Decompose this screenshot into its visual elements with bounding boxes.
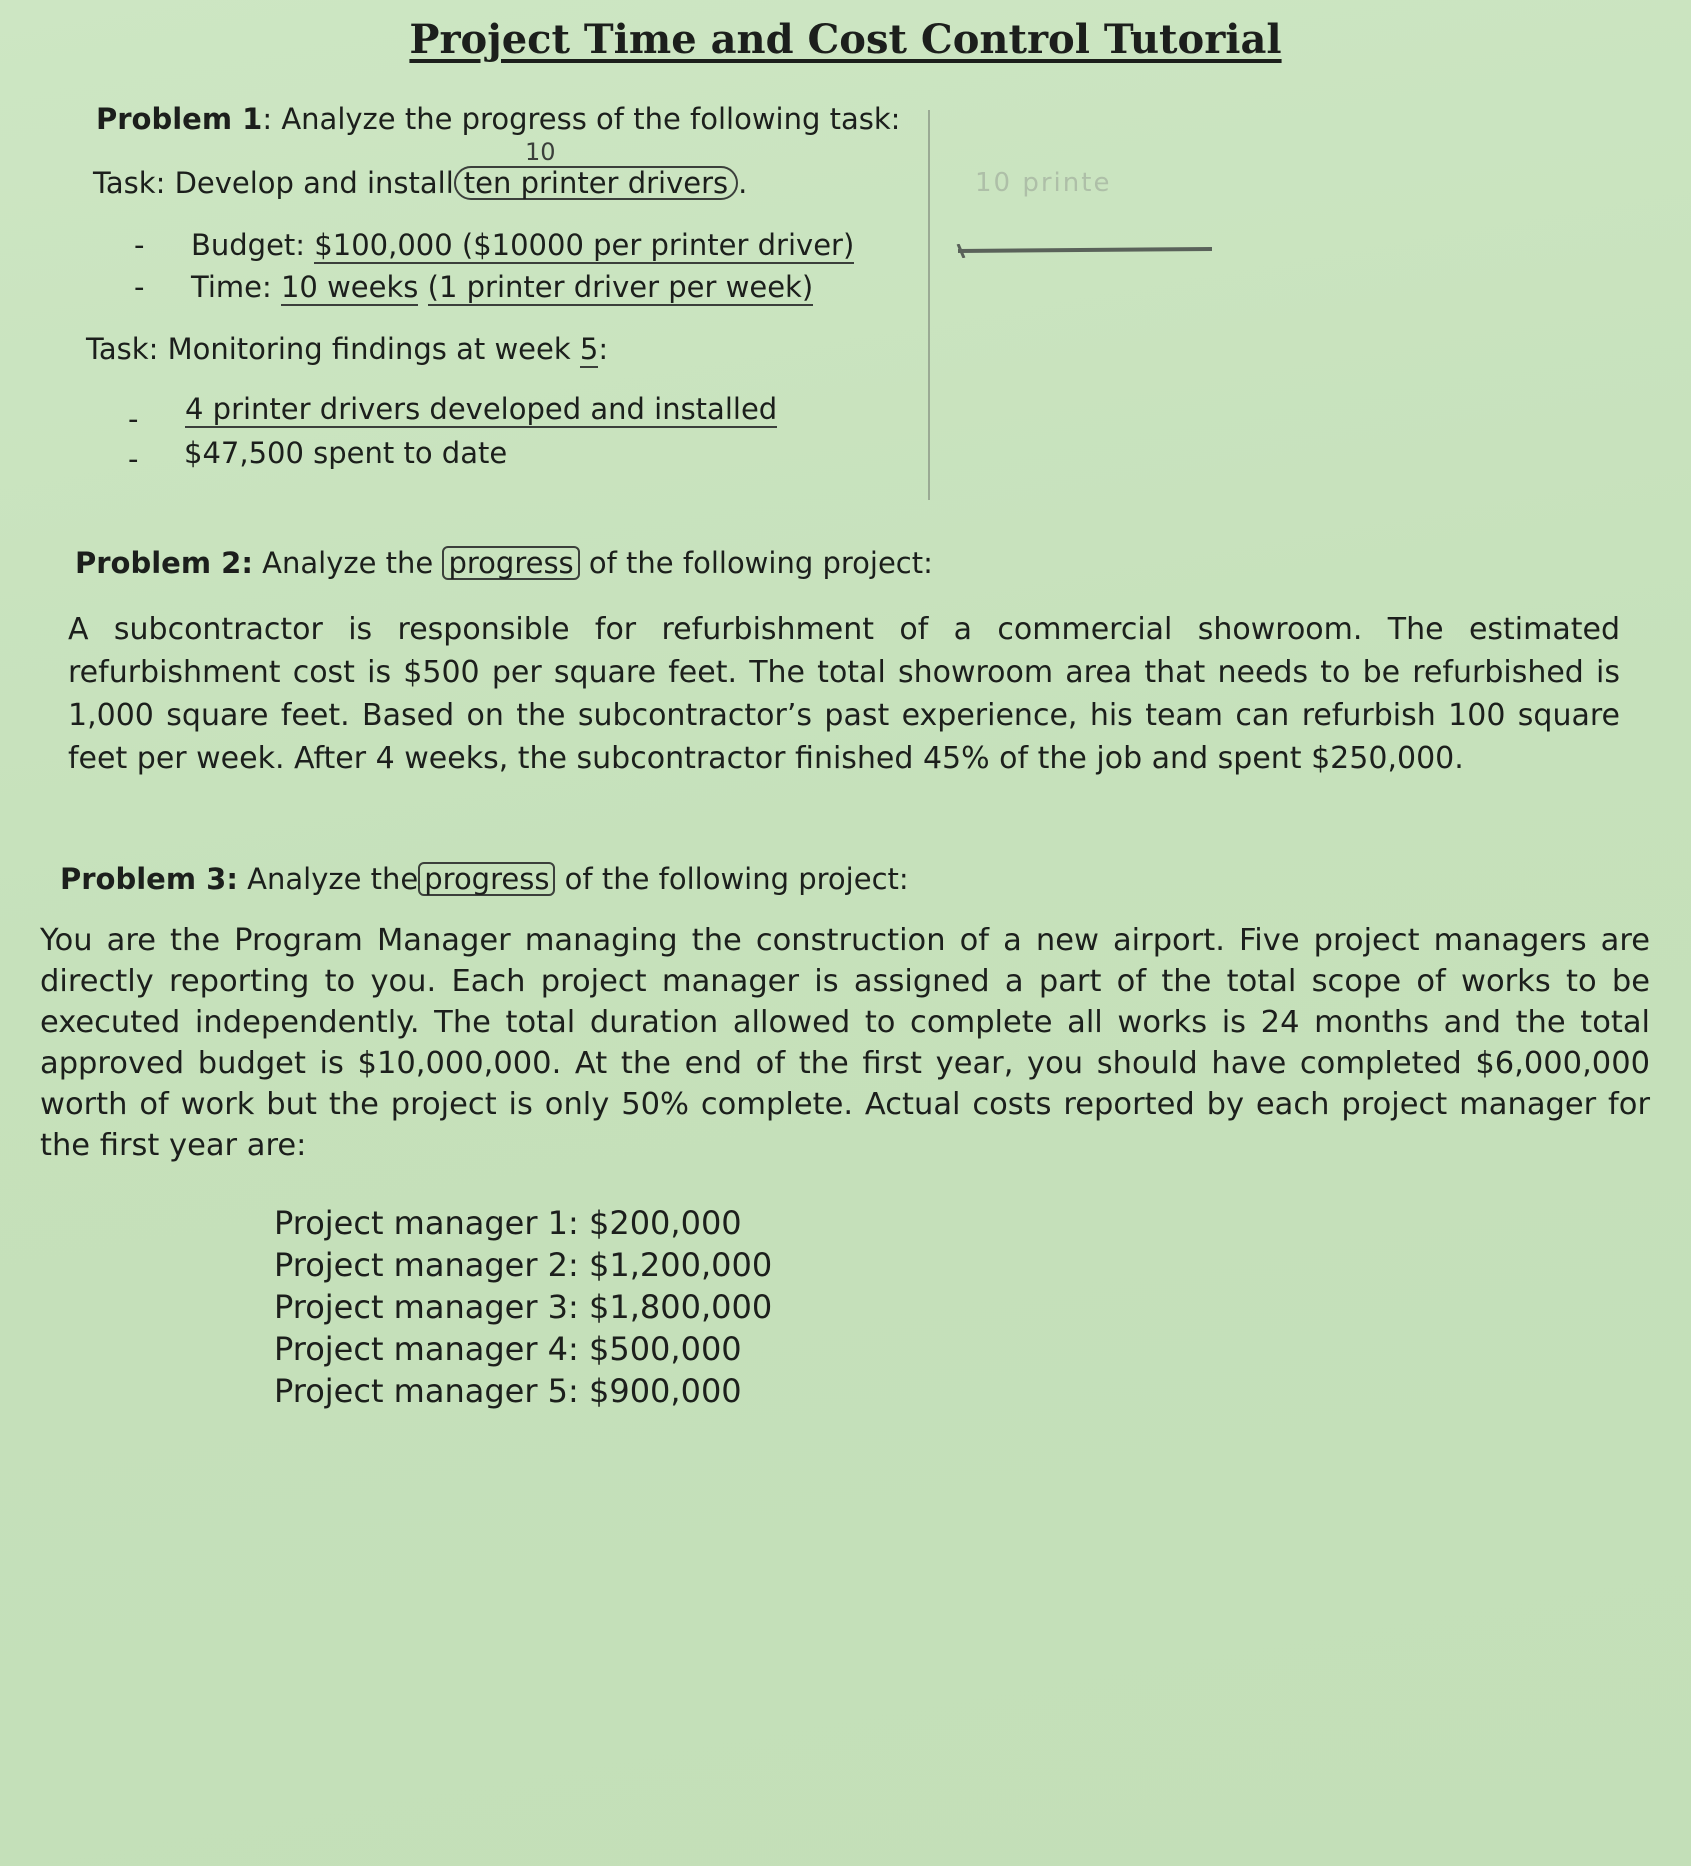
problem1-label: Problem 1 (96, 102, 263, 136)
problem3-pre: Analyze the (237, 862, 419, 896)
bullet-dash: - (134, 228, 145, 262)
circled-text: ten printer drivers (454, 166, 738, 200)
handwritten-annotation: 10 (525, 138, 556, 166)
bullet-dash: - (128, 402, 139, 436)
problem2-heading (75, 546, 933, 581)
problem1-task (93, 166, 747, 201)
problem3-body: You are the Program Manager managing the construction of a new airport. Five project managers are directly reporting to you. Each project manager is assigned a part of the total scope of works to be executed independently. The total duration allowed to complete all works is 24 months and the total approved budget is $10,000,000. At the end of the first year, you should have completed $6,000,000 worth of work but the project is only 50% complete. Actual costs reported by each project manager for the first year are: (40, 923, 1650, 1163)
boxed-word: progress (442, 546, 579, 580)
task-period: . (738, 166, 748, 200)
problem3-label: Problem 3: (60, 862, 238, 896)
time-value: 10 weeks (280, 270, 419, 304)
monitoring-week: 5 (579, 332, 599, 366)
list-item: Project manager 3: $1,800,000 (274, 1288, 773, 1326)
page-title: Project Time and Cost Control Tutorial (409, 16, 1282, 63)
problem3-heading (60, 862, 909, 897)
problem1-heading (96, 102, 900, 137)
list-item: Project manager 2: $1,200,000 (274, 1246, 773, 1284)
time-detail: (1 printer driver per week) (427, 270, 814, 304)
problem1-heading-text: : Analyze the progress of the following task: (262, 102, 901, 136)
manager-cost-list (274, 1202, 772, 1412)
time-line (191, 270, 813, 305)
monitoring-colon: : (598, 332, 609, 366)
finding-drivers-text: 4 printer drivers developed and installed (185, 392, 778, 426)
list-item: Project manager 4: $500,000 (274, 1330, 742, 1368)
budget-line (191, 228, 854, 263)
pencil-margin-line (928, 110, 930, 500)
task-text: Task: Develop and install (93, 166, 454, 200)
finding-drivers (185, 392, 777, 427)
finding-spent: $47,500 spent to date (184, 436, 508, 470)
time-label: Time: (191, 270, 281, 304)
problem3-post: of the following project: (555, 862, 909, 896)
problem2-pre: Analyze the (252, 546, 443, 580)
boxed-word: progress (418, 862, 555, 896)
pencil-arrow-mark (950, 244, 1216, 258)
monitoring-line (86, 332, 608, 367)
budget-label: Budget: (191, 228, 315, 262)
problem2-label: Problem 2: (75, 546, 253, 580)
faint-margin-note: 10 printe (975, 168, 1112, 198)
list-item: Project manager 1: $200,000 (274, 1204, 742, 1242)
bullet-dash: - (128, 442, 139, 476)
problem2-body: A subcontractor is responsible for refurbishment of a commercial showroom. The estimated refurbishment cost is $500 per square feet. The total showroom area that needs to be refurbished is 1,000 square feet. Based on the subcontractor’s past experience, his team can refurbish 100 square feet per week. After 4 weeks, the subcontractor finished 45% of the job and spent $250,000. (68, 612, 1620, 776)
list-item: Project manager 5: $900,000 (274, 1372, 742, 1410)
budget-value: $100,000 ($10000 per printer driver) (314, 228, 855, 262)
problem2-post: of the following project: (579, 546, 933, 580)
monitoring-text: Task: Monitoring findings at week (86, 332, 580, 366)
bullet-dash: - (134, 270, 145, 304)
